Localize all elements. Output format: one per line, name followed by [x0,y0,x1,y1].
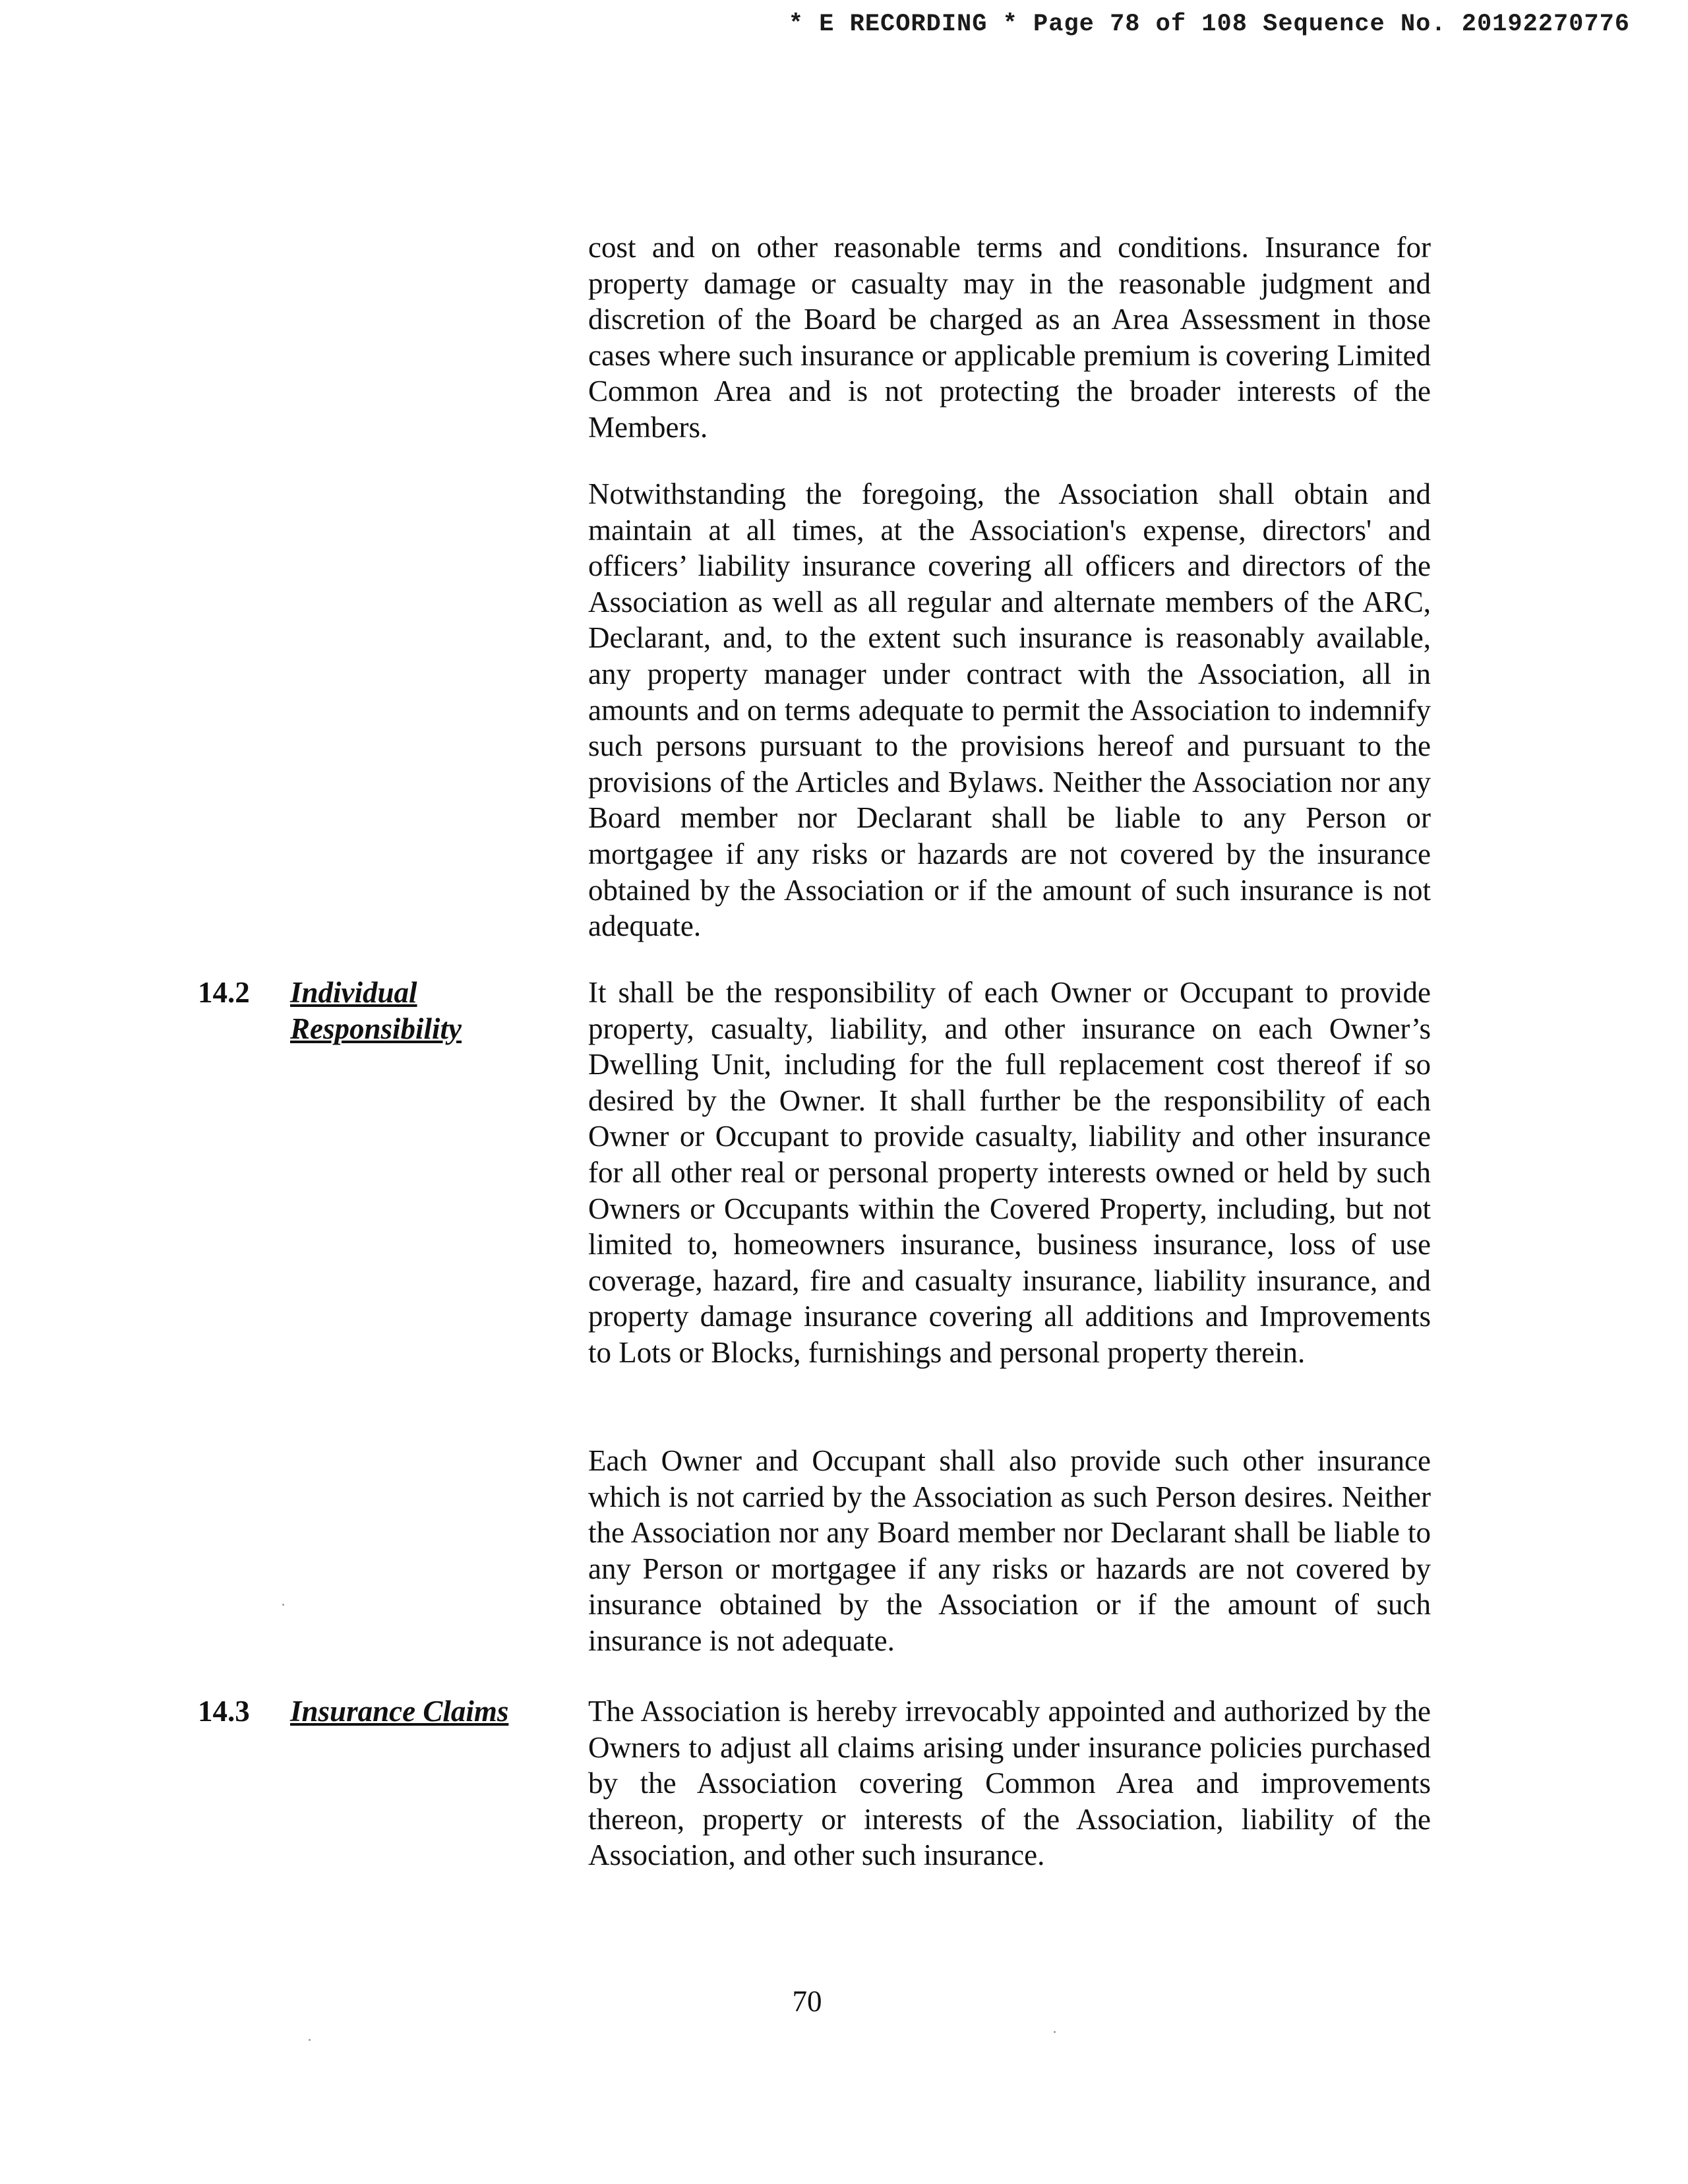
body-paragraph-2: Notwithstanding the foregoing, the Association shall obtain and maintain at all times, at the Association's expense, directors' and officers’ liability insurance covering all officers and directors of the Association as well as all regular and alternate members of the ARC, Declarant, and, to the extent such insurance is reasonably available, any property manager under contract with the Association, all in amounts and on terms adequate to permit the Association to indemnify such persons pursuant to the provisions hereof and pursuant to the provisions of the Articles and Bylaws. Neither the Association nor any Board member nor Declarant shall be liable to any Person or mortgagee if any risks or hazards are not covered by the insurance obtained by the Association or if the amount of such insurance is not adequate. [588,477,1431,943]
section-number-14-3: 14.3 [198,1695,250,1728]
section-number-14-2: 14.2 [198,976,250,1009]
body-paragraph-1: cost and on other reasonable terms and conditions. Insurance for property damage or casualty may in the reasonable judgment and discretion of the Board be charged as an Area Assessment in those cases where such insurance or applicable premium is covering Limited Common Area and is not protecting the broader interests of the Members. [588,231,1431,444]
section-title-14-3: Insurance Claims [290,1695,509,1728]
section-title-14-2-line1: Individual [290,976,417,1009]
scan-speck [1054,2031,1056,2033]
section-14-2-paragraph-2: Each Owner and Occupant shall also provide such other insurance which is not carried by the Association as such Person desires. Neither the Association nor any Board member nor Declarant shall be liable to any Person or mortgagee if any risks or hazards are not covered by insurance obtained by the Association or if the amount of such insurance is not adequate. [588,1444,1431,1657]
scan-speck [309,2039,311,2041]
recording-stamp: * E RECORDING * Page 78 of 108 Sequence No. 20192270776 [788,11,1630,38]
section-14-3-paragraph-1: The Association is hereby irrevocably appointed and authorized by the Owners to adjust all claims arising under insurance policies purchased by the Association covering Common Area and improvements thereon, property or interests of the Association, liability of the Association, and other such insurance. [588,1695,1431,1872]
section-14-2-paragraph-1: It shall be the responsibility of each Owner or Occupant to provide property, casualty, liability, and other insurance on each Owner’s Dwelling Unit, including for the full replacement cost thereof if so desired by the Owner. It shall further be the responsibility of each Owner or Occupant to provide casualty, liability and other insurance for all other real or personal property interests owned or held by such Owners or Occupants within the Covered Property, including, but not limited to, homeowners insurance, business insurance, loss of use coverage, hazard, fire and casualty insurance, liability insurance, and property damage insurance covering all additions and Improvements to Lots or Blocks, furnishings and personal property therein. [588,976,1431,1369]
section-title-14-2-line2: Responsibility [290,1012,462,1045]
page-number: 70 [792,1985,822,2018]
scan-speck [282,1604,284,1606]
